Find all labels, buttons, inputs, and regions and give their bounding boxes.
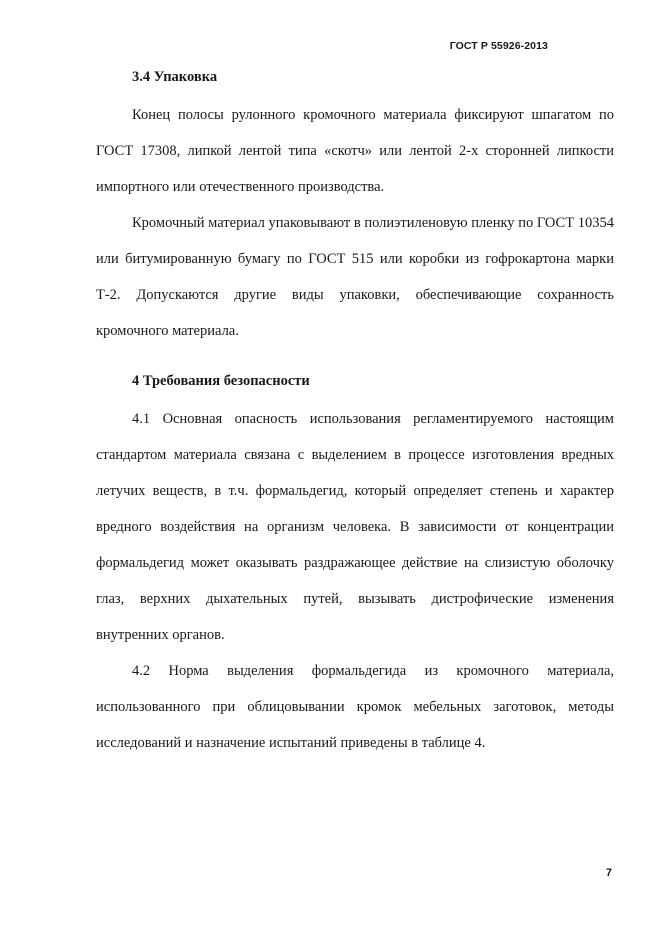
section-4-heading: 4 Требования безопасности bbox=[132, 373, 310, 389]
page-number: 7 bbox=[605, 867, 612, 879]
section-3-4-heading: 3.4 Упаковка bbox=[132, 69, 218, 85]
document-code: ГОСТ Р 55926-2013 bbox=[449, 40, 548, 52]
section-3-4-paragraph-1: Конец полосы рулонного кромочного материала фиксируют шпагатом по ГОСТ 17308, липкой лентой типа «скотч» или лентой 2-х сторонней липкости импортного или отечественного производства. bbox=[96, 107, 614, 195]
page-content bbox=[96, 64, 614, 761]
section-4-2-paragraph: 4.2 Норма выделения формальдегида из кромочного материала, использованного при облицовывании кромок мебельных заготовок, методы исследований и назначение испытаний приведены в таблице 4. bbox=[96, 663, 614, 751]
section-3-4-paragraph-2: Кромочный материал упаковывают в полиэтиленовую пленку по ГОСТ 10354 или битумированную бумагу по ГОСТ 515 или коробки из гофрокартона марки Т-2. Допускаются другие виды упаковки, обеспечивающие сохранность кромочного материала. bbox=[96, 215, 614, 339]
section-4-1-paragraph: 4.1 Основная опасность использования регламентируемого настоящим стандартом материала связана с выделением в процессе изготовления вредных летучих веществ, в т.ч. формальдегид, который определяет степень и характер вредного воздействия на организм человека. В зависимости от концентрации формальдегид может оказывать раздражающее действие на слизистую оболочку глаз, верхних дыхательных путей, вызывать дистрофические изменения внутренних органов. bbox=[96, 411, 614, 643]
